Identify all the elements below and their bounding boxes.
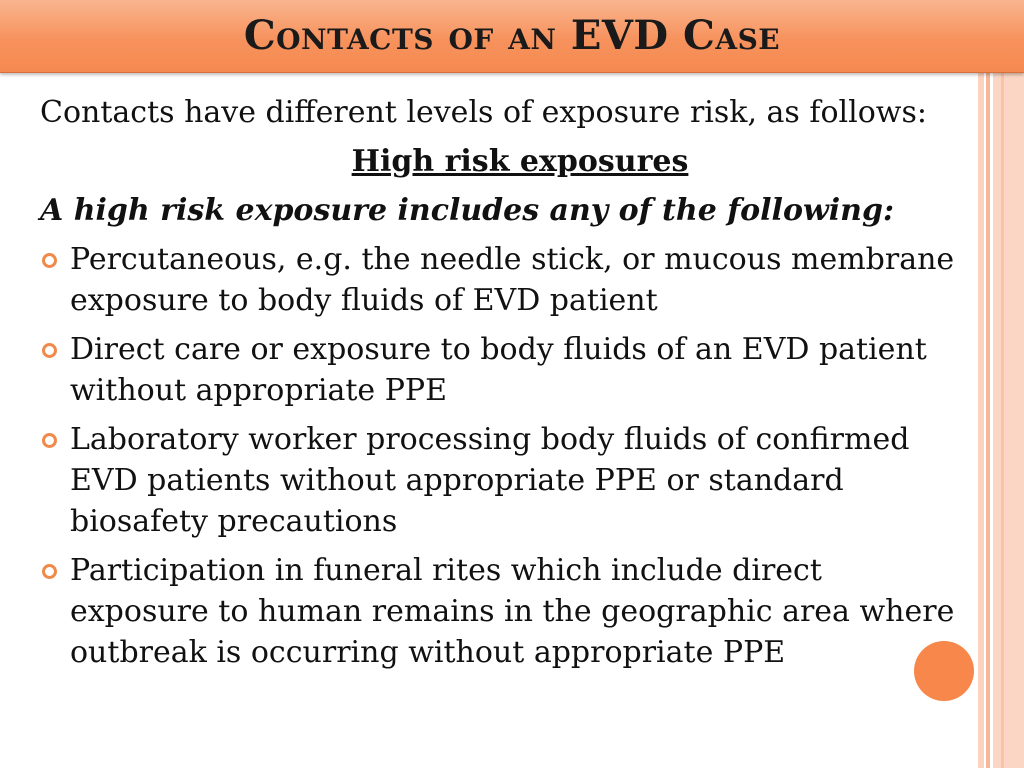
ring-bullet-icon bbox=[42, 253, 57, 268]
bullet-item bbox=[40, 550, 960, 673]
section-subheading: High risk exposures bbox=[351, 144, 689, 179]
bullet-list bbox=[40, 239, 960, 673]
bullet-item bbox=[40, 419, 960, 542]
slide-body bbox=[40, 92, 960, 681]
orange-circle-decoration bbox=[914, 641, 974, 701]
bullet-item bbox=[40, 329, 960, 411]
lead-text: A high risk exposure includes any of the following: bbox=[40, 193, 895, 228]
slide-title: Contacts of an EVD Case bbox=[243, 12, 781, 59]
ring-bullet-icon bbox=[42, 564, 57, 579]
bullet-item bbox=[40, 239, 960, 321]
side-stripe bbox=[993, 0, 1024, 768]
ring-bullet-icon bbox=[42, 343, 57, 358]
intro-text: Contacts have different levels of exposure risk, as follows: bbox=[40, 95, 927, 130]
side-stripe bbox=[1001, 0, 1004, 768]
bullet-text: Participation in funeral rites which include direct exposure to human remains in the geographic area where outbreak is occurring without appropriate PPE bbox=[70, 553, 955, 670]
title-bar bbox=[0, 0, 1024, 73]
ring-bullet-icon bbox=[42, 433, 57, 448]
side-stripe bbox=[978, 0, 984, 768]
side-stripe bbox=[986, 0, 990, 768]
bullet-text: Direct care or exposure to body fluids of an EVD patient without appropriate PPE bbox=[70, 332, 927, 408]
bullet-text: Percutaneous, e.g. the needle stick, or mucous membrane exposure to body fluids of EVD patient bbox=[70, 242, 955, 318]
bullet-text: Laboratory worker processing body fluids of confirmed EVD patients without appropriate PPE or standard biosafety precautions bbox=[70, 422, 910, 539]
